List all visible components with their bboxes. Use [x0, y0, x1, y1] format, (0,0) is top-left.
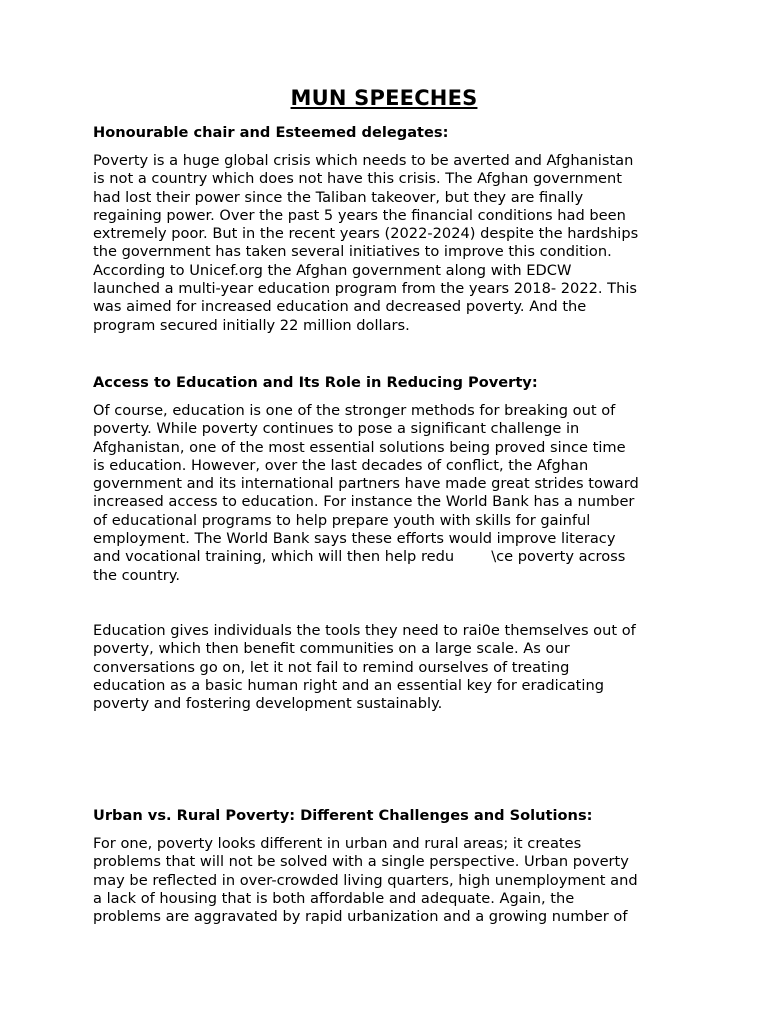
text-line: is not a country which does not have this crisis. The Afghan government	[93, 170, 622, 188]
section-heading-opening: Honourable chair and Esteemed delegates:	[93, 124, 449, 141]
text-line: the country.	[93, 566, 180, 584]
text-line: of educational programs to help prepare youth with skills for gainful	[93, 511, 591, 529]
text-line: According to Unicef.org the Afghan government along with EDCW	[93, 261, 572, 279]
page-title: MUN SPEECHES	[290, 86, 478, 110]
text-line: poverty. While poverty continues to pose a significant challenge in	[93, 420, 580, 438]
text-line: a lack of housing that is both affordable and adequate. Again, the	[93, 889, 575, 907]
text-line: poverty and fostering development sustainably.	[93, 695, 443, 713]
text-line: Poverty is a huge global crisis which needs to be averted and Afghanistan	[93, 152, 634, 169]
text-line: employment. The World Bank says these efforts would improve literacy	[93, 530, 616, 548]
text-line: conversations go on, let it not fail to remind ourselves of treating	[93, 658, 570, 676]
paragraph-education-rights	[93, 622, 693, 713]
text-line: increased access to education. For instance the World Bank has a number	[93, 493, 635, 511]
paragraph-urban-rural	[93, 835, 693, 926]
text-line: had lost their power since the Taliban takeover, but they are finally	[93, 188, 584, 206]
section-heading-education: Access to Education and Its Role in Reducing Poverty:	[93, 374, 538, 391]
text-line: problems are aggravated by rapid urbanization and a growing number of	[93, 908, 628, 926]
text-line: is education. However, over the last decades of conflict, the Afghan	[93, 456, 589, 474]
text-line: extremely poor. But in the recent years (2022-2024) despite the hardships	[93, 225, 639, 243]
text-line: Afghanistan, one of the most essential solutions being proved since time	[93, 438, 626, 456]
text-line: Education gives individuals the tools they need to rai0e themselves out of	[93, 622, 636, 639]
text-line: poverty, which then benefit communities on a large scale. As our	[93, 640, 570, 658]
text-line: education as a basic human right and an essential key for eradicating	[93, 676, 604, 694]
text-line: regaining power. Over the past 5 years the financial conditions had been	[93, 206, 626, 224]
text-line: problems that will not be solved with a single perspective. Urban poverty	[93, 853, 629, 871]
text-line: government and its international partners have made great strides toward	[93, 475, 639, 493]
text-line: may be reflected in over-crowded living quarters, high unemployment and	[93, 871, 638, 889]
text-line: and vocational training, which will then help redu \ce poverty across	[93, 548, 626, 566]
text-line: launched a multi-year education program from the years 2018- 2022. This	[93, 280, 637, 298]
paragraph-opening	[93, 152, 693, 335]
text-line: Of course, education is one of the stronger methods for breaking out of	[93, 402, 616, 419]
text-line: program secured initially 22 million dollars.	[93, 316, 410, 334]
text-line: the government has taken several initiatives to improve this condition.	[93, 243, 612, 261]
section-heading-urban-rural: Urban vs. Rural Poverty: Different Challenges and Solutions:	[93, 807, 593, 824]
text-line: was aimed for increased education and decreased poverty. And the	[93, 298, 587, 316]
text-line: For one, poverty looks different in urban and rural areas; it creates	[93, 835, 582, 852]
paragraph-education	[93, 402, 693, 585]
